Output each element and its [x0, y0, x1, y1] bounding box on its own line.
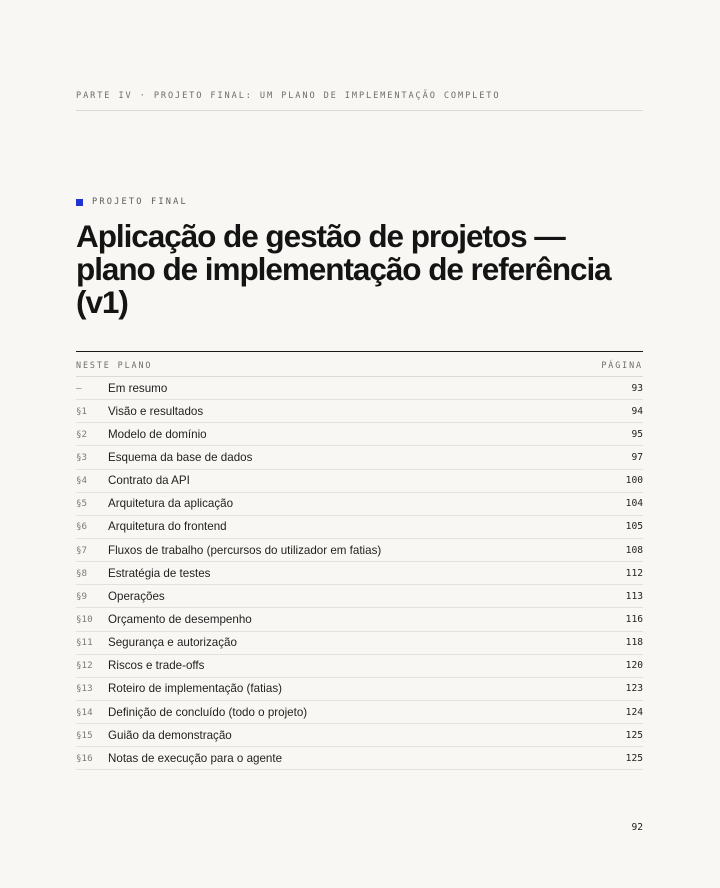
- toc-entry-page: 120: [625, 660, 643, 672]
- toc-entry-section-number: —: [76, 382, 82, 394]
- toc-rows: [76, 377, 643, 770]
- toc-entry[interactable]: [76, 377, 643, 400]
- toc-entry[interactable]: [76, 678, 643, 701]
- toc-entry-page: 118: [625, 637, 643, 649]
- toc-entry-section-number: §12: [76, 660, 93, 672]
- toc-entry[interactable]: [76, 400, 643, 423]
- section-kicker: [76, 197, 188, 207]
- toc-entry-section-number: §16: [76, 752, 93, 764]
- toc-entry-title: Notas de execução para o agente: [108, 751, 283, 765]
- toc-entry-section-number: §15: [76, 729, 93, 741]
- toc-entry[interactable]: [76, 423, 643, 446]
- toc-entry-page: 94: [631, 405, 643, 417]
- toc-entry-title: Riscos e trade-offs: [108, 659, 205, 673]
- toc-entry-title: Modelo de domínio: [108, 427, 207, 441]
- toc-entry-page: 108: [625, 544, 643, 556]
- toc-entry-title: Arquitetura da aplicação: [108, 497, 234, 511]
- toc-entry-section-number: §9: [76, 590, 88, 602]
- toc-entry-page: 95: [631, 428, 643, 440]
- toc-header: [76, 351, 643, 377]
- page-number: 92: [631, 822, 643, 833]
- toc-entry-page: 125: [625, 752, 643, 764]
- toc-entry[interactable]: [76, 701, 643, 724]
- toc-entry-page: 112: [625, 567, 643, 579]
- toc-entry-page: 100: [625, 475, 643, 487]
- toc-entry-section-number: §4: [76, 475, 88, 487]
- toc-entry-page: 93: [631, 382, 643, 394]
- toc-entry-page: 105: [625, 521, 643, 533]
- toc-entry-page: 104: [625, 498, 643, 510]
- toc-entry[interactable]: [76, 608, 643, 631]
- toc-entry-section-number: §8: [76, 567, 88, 579]
- toc-entry-title: Orçamento de desempenho: [108, 612, 252, 626]
- kicker-label: PROJETO FINAL: [92, 197, 188, 207]
- toc-entry-section-number: §11: [76, 637, 93, 649]
- toc-entry-title: Guião da demonstração: [108, 728, 232, 742]
- toc-entry-title: Definição de concluído (todo o projeto): [108, 705, 308, 719]
- toc-entry-section-number: §5: [76, 498, 88, 510]
- toc-entry-page: 97: [631, 451, 643, 463]
- toc-entry[interactable]: [76, 562, 643, 585]
- toc-entry[interactable]: [76, 539, 643, 562]
- toc-entry-page: 123: [625, 683, 643, 695]
- toc-entry[interactable]: [76, 724, 643, 747]
- toc-entry-title: Operações: [108, 589, 165, 603]
- toc-entry-section-number: §14: [76, 706, 93, 718]
- toc-entry-section-number: §6: [76, 521, 88, 533]
- toc-entry[interactable]: [76, 516, 643, 539]
- toc-entry-section-number: §13: [76, 683, 93, 695]
- toc-entry-title: Em resumo: [108, 381, 168, 395]
- toc-entry-page: 125: [625, 729, 643, 741]
- header-rule: [76, 110, 643, 111]
- toc-entry-section-number: §3: [76, 451, 88, 463]
- toc-entry[interactable]: [76, 493, 643, 516]
- toc-entry-title: Estratégia de testes: [108, 566, 211, 580]
- toc-entry-section-number: §1: [76, 405, 88, 417]
- running-header: PARTE IV · PROJETO FINAL: UM PLANO DE IMPLEMENTAÇÃO COMPLETO: [76, 91, 501, 101]
- toc-entry[interactable]: [76, 655, 643, 678]
- toc-entry-section-number: §10: [76, 613, 93, 625]
- toc-entry-title: Esquema da base de dados: [108, 450, 253, 464]
- toc-entry-section-number: §7: [76, 544, 88, 556]
- toc-entry-section-number: §2: [76, 428, 88, 440]
- toc-entry[interactable]: [76, 585, 643, 608]
- toc-entry-title: Arquitetura do frontend: [108, 520, 227, 534]
- toc-entry-title: Roteiro de implementação (fatias): [108, 682, 282, 696]
- document-page: [76, 0, 643, 888]
- table-of-contents: [76, 351, 643, 770]
- toc-entry-page: 113: [625, 590, 643, 602]
- toc-entry-page: 124: [625, 706, 643, 718]
- toc-entry[interactable]: [76, 632, 643, 655]
- toc-entry-title: Fluxos de trabalho (percursos do utilizador em fatias): [108, 543, 382, 557]
- toc-header-right: PÁGINA: [601, 359, 643, 370]
- toc-entry[interactable]: [76, 470, 643, 493]
- toc-entry-title: Segurança e autorização: [108, 636, 237, 650]
- toc-entry-page: 116: [625, 613, 643, 625]
- page-title: Aplicação de gestão de projetos — plano de implementação de referência (v1): [76, 218, 611, 320]
- toc-entry[interactable]: [76, 747, 643, 770]
- toc-entry-title: Visão e resultados: [108, 404, 204, 418]
- accent-square-icon: [76, 199, 83, 206]
- toc-header-left: NESTE PLANO: [76, 359, 153, 370]
- toc-entry-title: Contrato da API: [108, 474, 190, 488]
- toc-entry[interactable]: [76, 446, 643, 469]
